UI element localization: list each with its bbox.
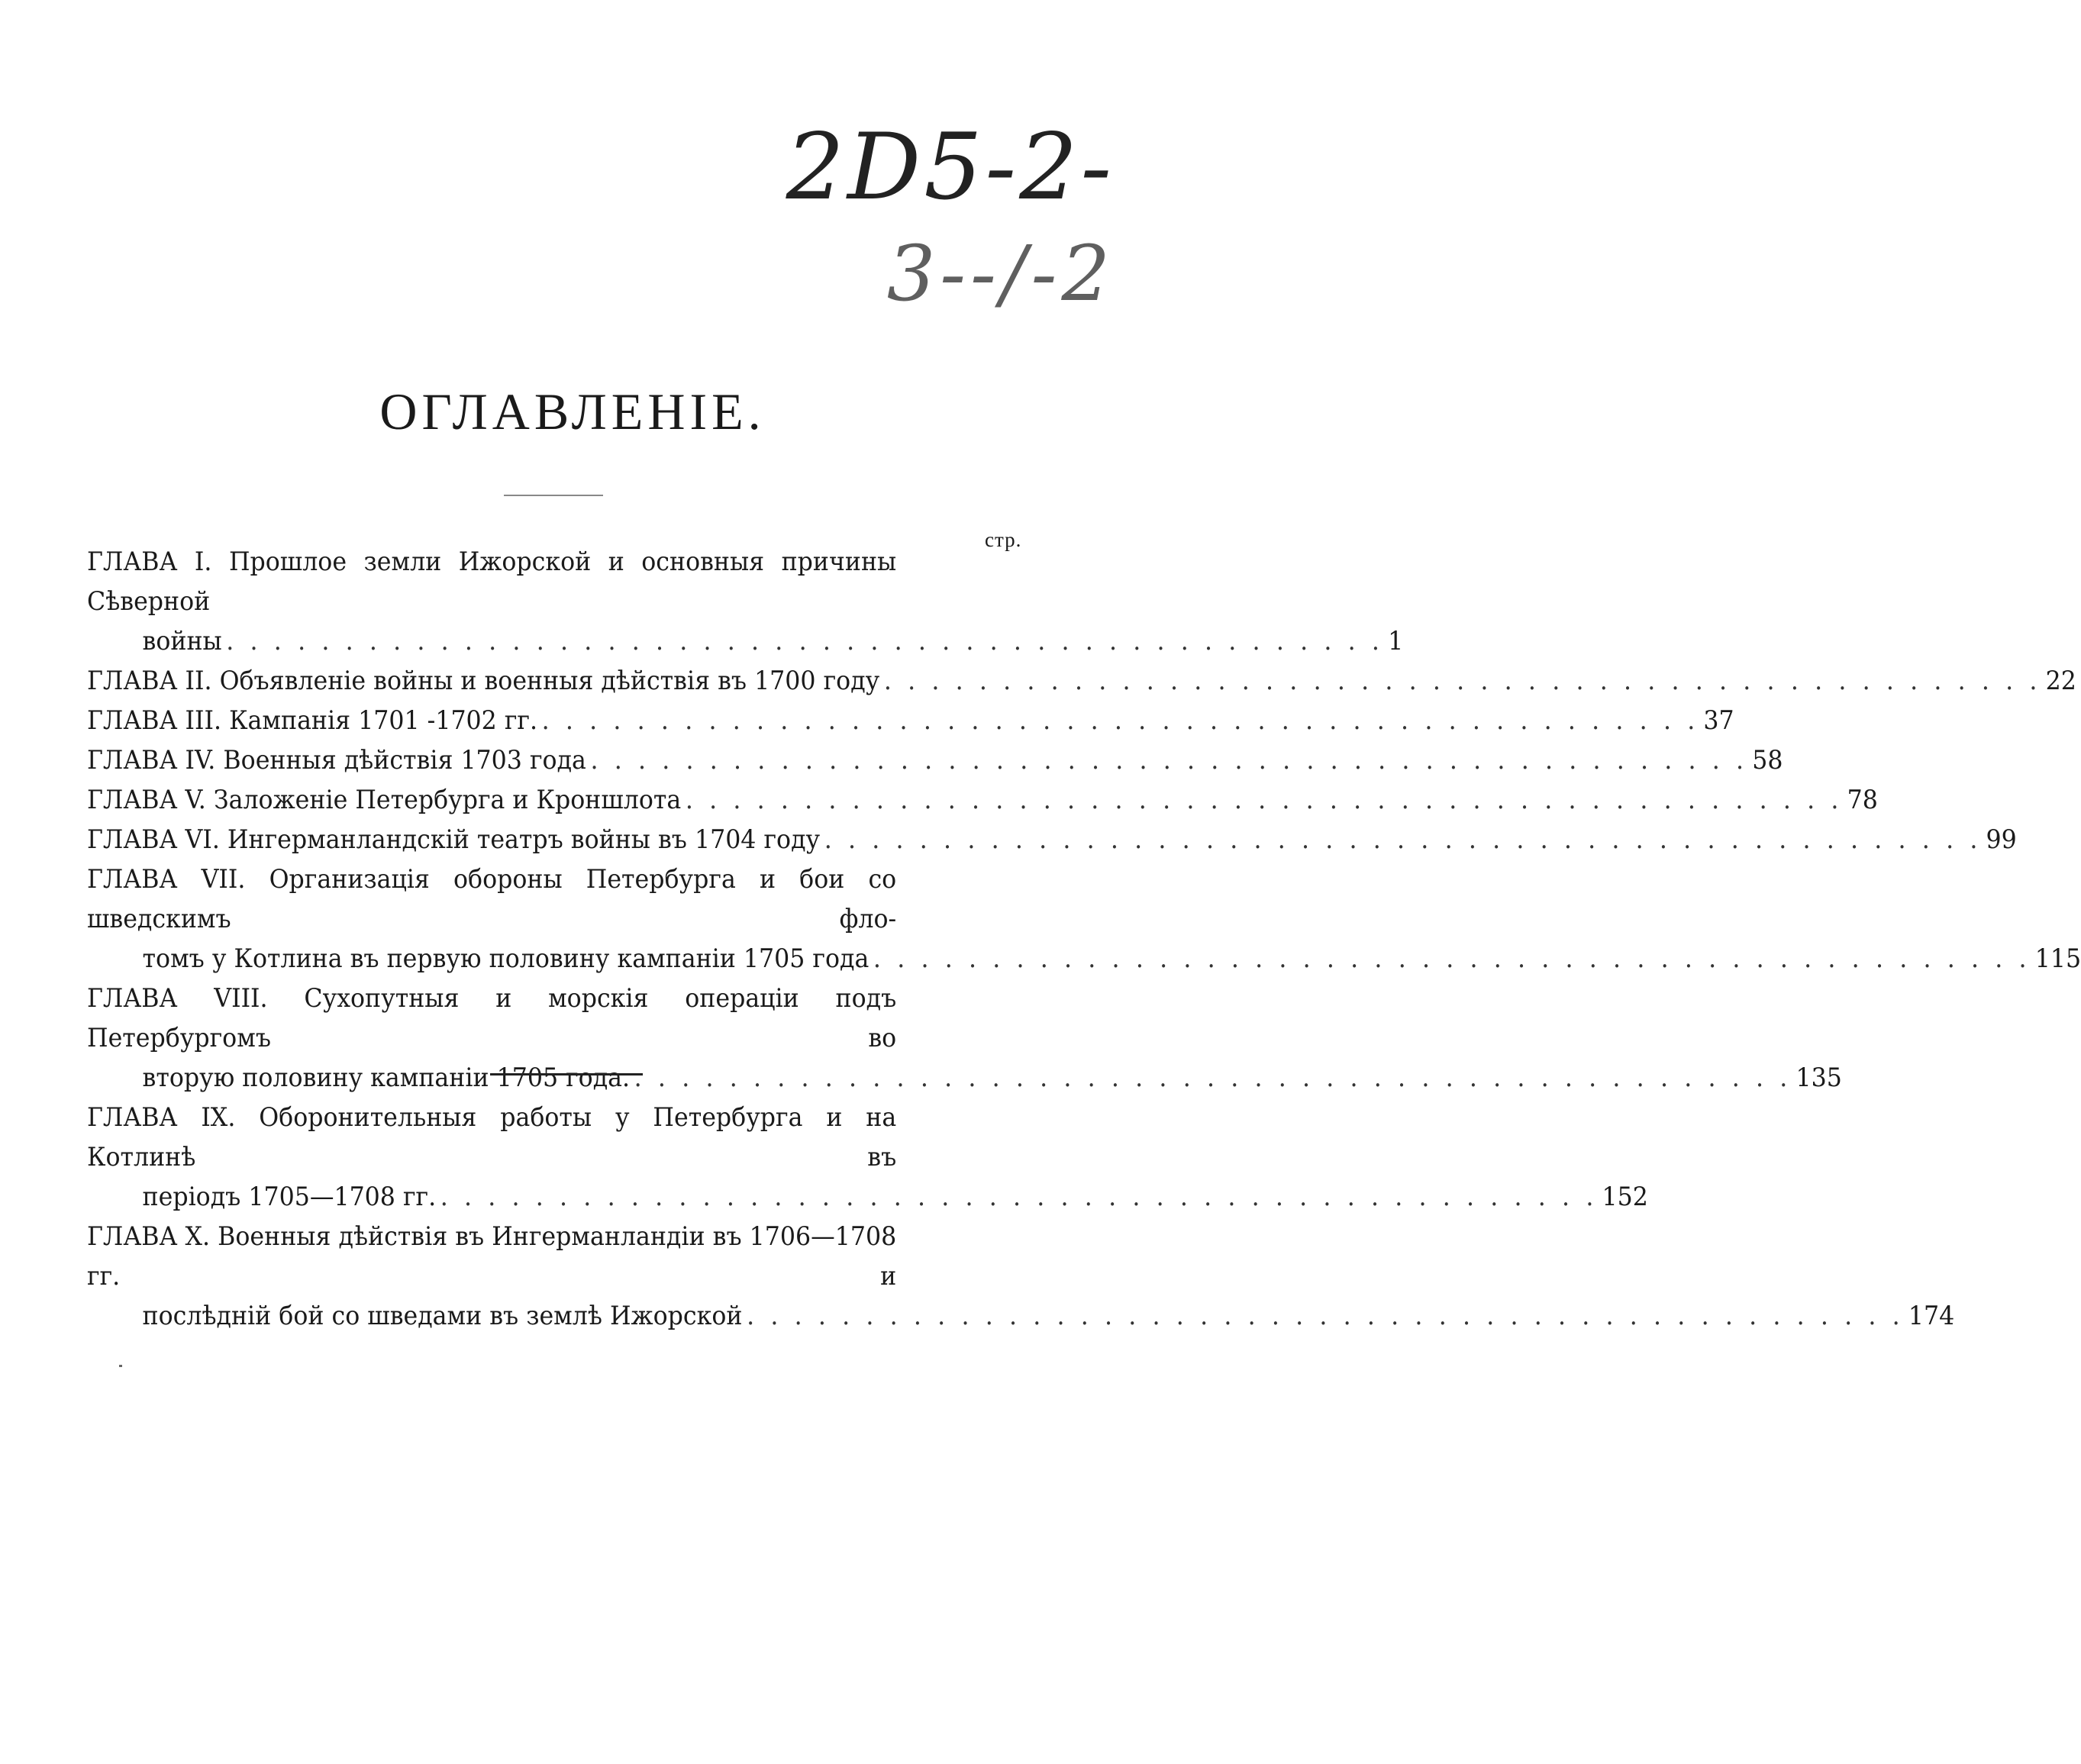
page-number: 174 [1908,1301,1955,1331]
print-speck [119,1365,122,1367]
chapter-label: ГЛАВА V. [87,785,206,815]
chapter-title-line: Сухопутныя и морскія операціи подъ Петербургомъ во [87,983,897,1053]
dot-leader: . . . . . . . . . . . . . . . . . . . . . . . . . . . . . . . . . . . . . . . . . . . . . . . . . [541,705,1699,736]
toc-entry [87,1098,1038,1177]
chapter-label: ГЛАВА IV. [87,745,216,776]
chapter-title-line: Прошлое земли Ижорской и основныя причины Сѣверной [87,547,897,617]
page-number: 99 [1986,824,2017,855]
title-divider [504,495,603,496]
toc-entry [87,701,1734,740]
end-divider [490,1073,643,1075]
toc-entry [87,740,1783,780]
toc-entry [87,1217,1038,1296]
page-title: ОГЛАВЛЕНІЕ. [379,382,766,440]
chapter-title-line: послѣдній бой со шведами въ землѣ Ижорской [142,1301,743,1331]
page-column-label: стр. [985,528,1022,551]
dot-leader: . . . . . . . . . . . . . . . . . . . . . . . . . . . . . . . . . . . . . . . . . . . . . . . . . [883,666,2042,696]
toc-entry [87,859,1038,939]
dot-leader: . . . . . . . . . . . . . . . . . . . . . . . . . . . . . . . . . . . . . . . . . . . . . . . . . [590,745,1748,776]
page-number: 58 [1752,745,1783,776]
chapter-title-line: томъ у Котлина въ первую половину кампаніи 1705 года [142,943,870,974]
chapter-title-line: войны [142,626,222,656]
toc-entry [87,542,1038,621]
chapter-label: ГЛАВА IX. [87,1102,236,1133]
handwritten-shelfmark: 2D5-2- [786,114,1115,221]
chapter-title-line: Военныя дѣйствія въ Ингерманландіи въ 1706—1708 гг. и [87,1221,897,1292]
chapter-title-line: періодъ 1705—1708 гг. [142,1182,437,1212]
chapter-title-line: Заложеніе Петербурга и Кроншлота [213,785,682,815]
dot-leader: . . . . . . . . . . . . . . . . . . . . . . . . . . . . . . . . . . . . . . . . . . . . . . . . . [747,1301,1905,1331]
toc-entry [87,820,2017,859]
page-number: 115 [2034,943,2081,974]
dot-leader: . . . . . . . . . . . . . . . . . . . . . . . . . . . . . . . . . . . . . . . . . . . . . . . . . [873,943,2031,974]
chapter-title-line: Оборонительныя работы у Петербурга и на Котлинѣ въ [87,1102,897,1172]
toc-entry-continuation [87,939,2081,979]
toc-entry-continuation [87,621,1404,661]
chapter-label: ГЛАВА VI. [87,824,220,855]
dot-leader: . . . . . . . . . . . . . . . . . . . . . . . . . . . . . . . . . . . . . . . . . . . . . . . . . [685,785,1844,815]
chapter-label: ГЛАВА I. [87,547,212,577]
chapter-label: ГЛАВА X. [87,1221,211,1252]
page-number: 22 [2045,666,2076,696]
dot-leader: . . . . . . . . . . . . . . . . . . . . . . . . . . . . . . . . . . . . . . . . . . . . . . . . . [226,626,1384,656]
dot-leader: . . . . . . . . . . . . . . . . . . . . . . . . . . . . . . . . . . . . . . . . . . . . . . . . . [634,1063,1792,1093]
toc-entry-continuation [87,1296,1955,1336]
page-number: 152 [1602,1182,1648,1212]
chapter-title-line: Ингерманландскій театръ войны въ 1704 году [227,824,821,855]
page-number: 78 [1847,785,1878,815]
chapter-label: ГЛАВА III. [87,705,222,736]
toc-entry [87,661,2076,701]
chapter-title-line: Кампанія 1701 -1702 гг. [229,705,538,736]
page-number: 37 [1703,705,1734,736]
chapter-label: ГЛАВА II. [87,666,212,696]
chapter-label: ГЛАВА VII. [87,864,246,895]
chapter-title-line: Организація обороны Петербурга и бои со шведскимъ фло- [87,864,897,934]
dot-leader: . . . . . . . . . . . . . . . . . . . . . . . . . . . . . . . . . . . . . . . . . . . . . . . . . [824,824,1982,855]
toc-entry-continuation [87,1058,1842,1098]
toc-entry-continuation [87,1177,1648,1217]
table-of-contents [87,542,2081,1336]
toc-entry [87,979,1038,1058]
chapter-title-line: вторую половину кампаніи 1705 года. [142,1063,631,1093]
chapter-label: ГЛАВА VIII. [87,983,268,1014]
chapter-title-line: Объявленіе войны и военныя дѣйствія въ 1700 году [219,666,880,696]
dot-leader: . . . . . . . . . . . . . . . . . . . . . . . . . . . . . . . . . . . . . . . . . . . . . . . . . [440,1182,1598,1212]
handwritten-shelfmark-secondary: 3--/-2 [886,229,1115,318]
chapter-title-line: Военныя дѣйствія 1703 года [223,745,586,776]
page-number: 135 [1795,1063,1842,1093]
toc-entry [87,780,1878,820]
page-number: 1 [1388,626,1404,656]
